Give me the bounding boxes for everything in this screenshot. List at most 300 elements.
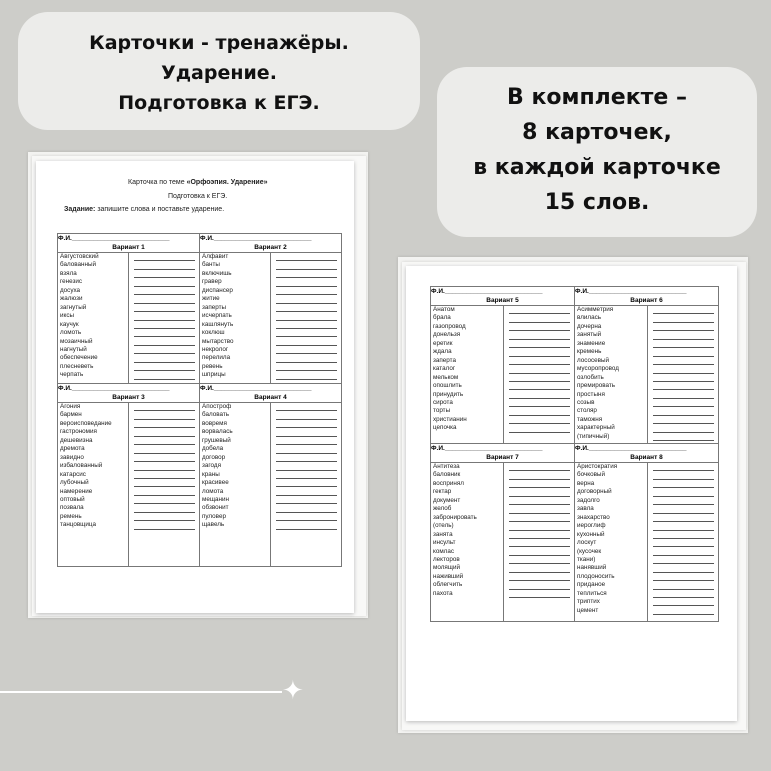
word-item: Алфавит: [202, 253, 229, 260]
answer-line[interactable]: [509, 306, 570, 314]
answer-line[interactable]: [276, 462, 337, 470]
answer-line[interactable]: [276, 278, 337, 286]
word-item: ворвалась: [202, 428, 233, 436]
answer-line[interactable]: [276, 253, 337, 261]
answer-line[interactable]: [653, 407, 714, 415]
answer-line[interactable]: [653, 564, 714, 572]
card2-word-list-2: [577, 306, 619, 441]
word-item: катарсис: [60, 470, 86, 478]
answer-line[interactable]: [509, 331, 570, 339]
info-line-2: 8 карточек,: [522, 120, 672, 145]
answer-line[interactable]: [276, 329, 337, 337]
answer-line[interactable]: [134, 462, 195, 470]
word-item: плодоносить: [577, 572, 615, 580]
word-item: краны: [202, 470, 220, 478]
card2-column-divider-3: [503, 463, 504, 621]
answer-line[interactable]: [653, 531, 714, 539]
word-item: столяр: [577, 407, 597, 415]
word-item: грушевый: [202, 436, 231, 444]
title-bubble: [18, 12, 420, 130]
word-item: завидно: [60, 453, 84, 461]
word-item: иероглиф: [577, 522, 606, 530]
word-item: досуха: [60, 286, 81, 294]
word-item: влилась: [577, 314, 601, 322]
card1-task: [64, 206, 224, 213]
card2-variant-cell-1: [431, 306, 575, 444]
word-item: коклюш: [202, 329, 225, 337]
word-item: некролог: [202, 345, 229, 353]
card1-variant-label-3: Вариант 3: [58, 393, 200, 403]
answer-line[interactable]: [509, 480, 570, 488]
word-item: вероисповедание: [60, 419, 112, 427]
card1-table: [57, 233, 342, 567]
answer-line[interactable]: [134, 428, 195, 436]
title-line-2: Ударение.: [161, 62, 277, 84]
word-item: кашлянуть: [202, 320, 234, 328]
card2-variant-cell-3: [431, 463, 575, 622]
answer-line[interactable]: [134, 312, 195, 320]
word-item: дочерна: [577, 322, 602, 330]
word-item: мусоропровод: [577, 365, 619, 373]
word-item: обеспечение: [60, 354, 98, 362]
card1-task-label: Задание:: [64, 206, 96, 213]
word-item: вовремя: [202, 419, 227, 427]
word-item: ткани): [577, 555, 596, 563]
word-item: загнутый: [60, 303, 87, 311]
card1-column-divider-3: [128, 403, 129, 566]
card2-variant-cell-4: [575, 463, 719, 622]
word-item: намерение: [60, 487, 93, 495]
answer-line[interactable]: [134, 363, 195, 371]
word-item: таможня: [577, 415, 603, 423]
word-item: плесневеть: [60, 362, 94, 370]
word-item: каучук: [60, 320, 79, 328]
answer-line[interactable]: [653, 306, 714, 314]
word-item: каталог: [433, 365, 456, 373]
word-item: черпать: [60, 371, 84, 379]
word-item: договорный: [577, 488, 612, 496]
card2-fio-3: Ф.И.___________________________: [431, 444, 575, 454]
card1-column-divider-2: [270, 253, 271, 383]
card2-variant-label-1: Вариант 5: [431, 296, 575, 306]
word-item: Анатом: [433, 306, 455, 313]
answer-line[interactable]: [653, 522, 714, 530]
answer-line[interactable]: [134, 445, 195, 453]
answer-line[interactable]: [653, 480, 714, 488]
word-item: мельком: [433, 373, 459, 381]
card1-title-bold: «Орфоэпия. Ударение»: [186, 179, 268, 186]
answer-line[interactable]: [276, 321, 337, 329]
answer-line[interactable]: [276, 487, 337, 495]
word-item: Антитеза: [433, 463, 460, 470]
word-item: баловать: [202, 411, 230, 419]
answer-line[interactable]: [134, 337, 195, 345]
answer-line[interactable]: [653, 556, 714, 564]
answer-line[interactable]: [653, 348, 714, 356]
word-item: цемент: [577, 606, 599, 614]
word-item: ждала: [433, 348, 452, 356]
card1-variant-cell-4: [200, 403, 342, 567]
word-item: знахарство: [577, 513, 610, 521]
answer-line[interactable]: [509, 522, 570, 530]
card1-variant-label-2: Вариант 2: [200, 243, 342, 253]
word-item: мещанин: [202, 495, 229, 503]
decorative-line: [0, 691, 282, 693]
card1-variant-cell-3: [58, 403, 200, 567]
word-item: (отель): [433, 522, 454, 530]
answer-line[interactable]: [653, 598, 714, 606]
answer-line[interactable]: [276, 261, 337, 269]
card1-task-text: запишите слова и поставьте ударение.: [95, 206, 225, 213]
word-item: диспансер: [202, 286, 233, 294]
answer-line[interactable]: [276, 521, 337, 529]
word-item: жалюзи: [60, 295, 83, 303]
word-item: договор: [202, 453, 226, 461]
answer-line[interactable]: [653, 463, 714, 471]
word-item: иксы: [60, 312, 75, 320]
answer-line[interactable]: [134, 346, 195, 354]
word-item: оптовый: [60, 495, 85, 503]
answer-line[interactable]: [653, 547, 714, 555]
card2-answer-lines-2: [653, 306, 714, 441]
answer-line[interactable]: [134, 295, 195, 303]
answer-line[interactable]: [134, 479, 195, 487]
word-item: дешевизна: [60, 436, 93, 444]
word-item: знамение: [577, 339, 606, 347]
word-item: комлас: [433, 547, 454, 555]
word-item: мозаичный: [60, 337, 93, 345]
word-item: приданое: [577, 581, 606, 589]
answer-line[interactable]: [653, 382, 714, 390]
answer-line[interactable]: [653, 505, 714, 513]
answer-line[interactable]: [134, 504, 195, 512]
answer-line[interactable]: [509, 323, 570, 331]
answer-line[interactable]: [509, 531, 570, 539]
answer-line[interactable]: [509, 573, 570, 581]
answer-line[interactable]: [134, 278, 195, 286]
answer-line[interactable]: [134, 471, 195, 479]
card1-word-list-2: [202, 253, 233, 380]
answer-line[interactable]: [276, 287, 337, 295]
answer-line[interactable]: [509, 399, 570, 407]
answer-line[interactable]: [134, 496, 195, 504]
word-item: щавель: [202, 521, 225, 529]
answer-line[interactable]: [653, 514, 714, 522]
answer-line[interactable]: [276, 346, 337, 354]
answer-line[interactable]: [276, 496, 337, 504]
answer-line[interactable]: [653, 390, 714, 398]
word-item: донельзя: [433, 331, 461, 339]
answer-line[interactable]: [653, 590, 714, 598]
answer-line[interactable]: [134, 513, 195, 521]
word-item: ремень: [60, 512, 82, 520]
card1-answer-lines-4: [276, 403, 337, 530]
word-item: лекторов: [433, 555, 460, 563]
card2-word-list-3: [433, 463, 477, 598]
answer-line[interactable]: [276, 479, 337, 487]
word-item: пахота: [433, 589, 453, 597]
answer-line[interactable]: [134, 321, 195, 329]
word-item: гектар: [433, 488, 452, 496]
answer-line[interactable]: [134, 487, 195, 495]
word-item: дремота: [60, 445, 85, 453]
card2-column-divider-1: [503, 306, 504, 443]
word-item: Апостроф: [202, 403, 232, 410]
answer-line[interactable]: [509, 590, 570, 598]
answer-line[interactable]: [653, 581, 714, 589]
word-item: (кусочек: [577, 547, 602, 555]
card1-word-list-3: [60, 403, 112, 530]
info-line-4: 15 слов.: [544, 190, 650, 215]
answer-line[interactable]: [653, 471, 714, 479]
card2-word-list-4: [577, 463, 617, 615]
word-item: премировать: [577, 382, 616, 390]
word-item: Агония: [60, 403, 81, 410]
answer-line[interactable]: [653, 488, 714, 496]
word-item: Асимметрия: [577, 306, 614, 313]
word-item: облегчить: [433, 581, 463, 589]
answer-line[interactable]: [509, 314, 570, 322]
word-item: баловник: [433, 471, 461, 479]
answer-line[interactable]: [509, 340, 570, 348]
word-item: Аристократия: [577, 463, 618, 470]
answer-line[interactable]: [509, 416, 570, 424]
word-item: перелила: [202, 354, 231, 362]
answer-line[interactable]: [134, 437, 195, 445]
answer-line[interactable]: [134, 304, 195, 312]
answer-line[interactable]: [509, 365, 570, 373]
answer-line[interactable]: [276, 371, 337, 379]
card2-column-divider-4: [647, 463, 648, 621]
word-item: задолго: [577, 496, 600, 504]
word-item: включишь: [202, 269, 232, 277]
card2-column-divider-2: [647, 306, 648, 443]
answer-line[interactable]: [653, 331, 714, 339]
card2-answer-lines-1: [509, 306, 570, 433]
card1-fio-1: Ф.И.___________________________: [58, 234, 200, 244]
answer-line[interactable]: [134, 270, 195, 278]
answer-line[interactable]: [509, 505, 570, 513]
card2-fio-4: Ф.И.___________________________: [575, 444, 719, 454]
word-item: воспринял: [433, 479, 464, 487]
answer-line[interactable]: [134, 371, 195, 379]
word-item: лоскут: [577, 539, 597, 547]
word-item: простыня: [577, 390, 605, 398]
word-item: газопровод: [433, 322, 466, 330]
word-item: верна: [577, 479, 595, 487]
answer-line[interactable]: [653, 357, 714, 365]
answer-line[interactable]: [653, 573, 714, 581]
answer-line[interactable]: [653, 606, 714, 614]
answer-line[interactable]: [509, 407, 570, 415]
word-item: житие: [202, 295, 220, 303]
answer-line[interactable]: [276, 312, 337, 320]
word-item: триптих: [577, 598, 600, 606]
answer-line[interactable]: [653, 314, 714, 322]
word-item: опошлить: [433, 382, 462, 390]
word-item: загодя: [202, 462, 221, 470]
card1-word-list-1: [60, 253, 99, 380]
word-item: танцовщица: [60, 521, 96, 529]
card2-fio-1: Ф.И.___________________________: [431, 287, 575, 297]
word-item: кухонный: [577, 530, 605, 538]
word-item: бочковый: [577, 471, 605, 479]
word-item: гастрономия: [60, 428, 97, 436]
answer-line[interactable]: [276, 445, 337, 453]
word-item: забронировать: [433, 513, 477, 521]
word-item: брала: [433, 314, 451, 322]
answer-line[interactable]: [653, 340, 714, 348]
answer-line[interactable]: [134, 287, 195, 295]
answer-line[interactable]: [509, 382, 570, 390]
word-item: избалованный: [60, 462, 103, 470]
card1-answer-lines-2: [276, 253, 337, 380]
answer-line[interactable]: [276, 270, 337, 278]
word-item: красивее: [202, 479, 229, 487]
answer-line[interactable]: [509, 463, 570, 471]
answer-line[interactable]: [276, 295, 337, 303]
card2-answer-lines-3: [509, 463, 570, 598]
answer-line[interactable]: [276, 363, 337, 371]
answer-line[interactable]: [276, 403, 337, 411]
answer-line[interactable]: [509, 556, 570, 564]
answer-line[interactable]: [653, 365, 714, 373]
answer-line[interactable]: [134, 329, 195, 337]
word-item: созыв: [577, 398, 595, 406]
word-item: цепочка: [433, 424, 457, 432]
answer-line[interactable]: [276, 454, 337, 462]
answer-line[interactable]: [509, 424, 570, 432]
card2-variant-label-4: Вариант 8: [575, 453, 719, 463]
word-item: завла: [577, 505, 594, 513]
answer-line[interactable]: [509, 581, 570, 589]
word-item: заперта: [433, 356, 456, 364]
answer-line[interactable]: [509, 471, 570, 479]
answer-line[interactable]: [653, 424, 714, 432]
word-item: пуловер: [202, 512, 226, 520]
answer-line[interactable]: [276, 471, 337, 479]
answer-line[interactable]: [134, 253, 195, 261]
answer-line[interactable]: [134, 354, 195, 362]
answer-line[interactable]: [509, 514, 570, 522]
card2-variant-label-3: Вариант 7: [431, 453, 575, 463]
answer-line[interactable]: [653, 374, 714, 382]
answer-line[interactable]: [276, 337, 337, 345]
answer-line[interactable]: [134, 411, 195, 419]
word-item: христианин: [433, 415, 467, 423]
word-item: позвала: [60, 504, 84, 512]
card1-variant-label-1: Вариант 1: [58, 243, 200, 253]
card2-fio-2: Ф.И.___________________________: [575, 287, 719, 297]
card1-answer-lines-1: [134, 253, 195, 380]
card1-answer-lines-3: [134, 403, 195, 530]
word-item: банты: [202, 261, 220, 269]
word-item: желоб: [433, 505, 452, 513]
word-item: обзвонит: [202, 504, 229, 512]
answer-line[interactable]: [134, 454, 195, 462]
card1-variant-cell-1: [58, 253, 200, 384]
title-line-1: Карточки - тренажёры.: [89, 32, 349, 54]
card1-page: [36, 161, 354, 613]
info-bubble: [437, 67, 757, 237]
answer-line[interactable]: [509, 348, 570, 356]
card2-table: [430, 286, 719, 622]
answer-line[interactable]: [276, 411, 337, 419]
answer-line[interactable]: [276, 428, 337, 436]
answer-line[interactable]: [134, 261, 195, 269]
answer-line[interactable]: [509, 497, 570, 505]
word-item: (типичный): [577, 432, 610, 440]
card1-variant-label-4: Вариант 4: [200, 393, 342, 403]
answer-line[interactable]: [509, 357, 570, 365]
answer-line[interactable]: [653, 497, 714, 505]
word-item: мытарство: [202, 337, 234, 345]
word-item: кремень: [577, 348, 602, 356]
card2-variant-label-2: Вариант 6: [575, 296, 719, 306]
card1-variant-cell-2: [200, 253, 342, 384]
answer-line[interactable]: [653, 399, 714, 407]
sparkle-icon: ✦: [282, 676, 304, 706]
word-item: нанявший: [577, 564, 607, 572]
answer-line[interactable]: [509, 564, 570, 572]
answer-line[interactable]: [276, 504, 337, 512]
answer-line[interactable]: [509, 539, 570, 547]
card2-answer-lines-4: [653, 463, 714, 615]
answer-line[interactable]: [653, 539, 714, 547]
word-item: лубочный: [60, 479, 89, 487]
card1-column-divider-1: [128, 253, 129, 383]
answer-line[interactable]: [653, 433, 714, 441]
answer-line[interactable]: [134, 521, 195, 529]
answer-line[interactable]: [276, 513, 337, 521]
answer-line[interactable]: [509, 390, 570, 398]
word-item: еретик: [433, 339, 453, 347]
word-item: нагнутый: [60, 345, 87, 353]
card2-word-list-1: [433, 306, 467, 433]
card2-page: [406, 266, 737, 721]
answer-line[interactable]: [276, 304, 337, 312]
word-item: генезис: [60, 278, 83, 286]
answer-line[interactable]: [653, 416, 714, 424]
word-item: бармен: [60, 411, 82, 419]
word-item: наживший: [433, 572, 464, 580]
word-item: характерный: [577, 424, 615, 432]
answer-line[interactable]: [653, 323, 714, 331]
word-item: ломоть: [60, 329, 82, 337]
word-item: взяла: [60, 269, 77, 277]
answer-line[interactable]: [276, 354, 337, 362]
card1-fio-3: Ф.И.___________________________: [58, 384, 200, 394]
answer-line[interactable]: [509, 374, 570, 382]
word-item: ревень: [202, 362, 223, 370]
card1-word-list-4: [202, 403, 233, 530]
answer-line[interactable]: [509, 547, 570, 555]
word-item: ломота: [202, 487, 224, 495]
card1-fio-2: Ф.И.___________________________: [200, 234, 342, 244]
word-item: занята: [433, 530, 453, 538]
answer-line[interactable]: [276, 437, 337, 445]
answer-line[interactable]: [134, 403, 195, 411]
answer-line[interactable]: [134, 420, 195, 428]
word-item: занятый: [577, 331, 602, 339]
word-item: добела: [202, 445, 224, 453]
word-item: заперты: [202, 303, 227, 311]
answer-line[interactable]: [509, 488, 570, 496]
word-item: исчерпать: [202, 312, 232, 320]
word-item: инсульт: [433, 539, 456, 547]
word-item: принудить: [433, 390, 464, 398]
answer-line[interactable]: [276, 420, 337, 428]
